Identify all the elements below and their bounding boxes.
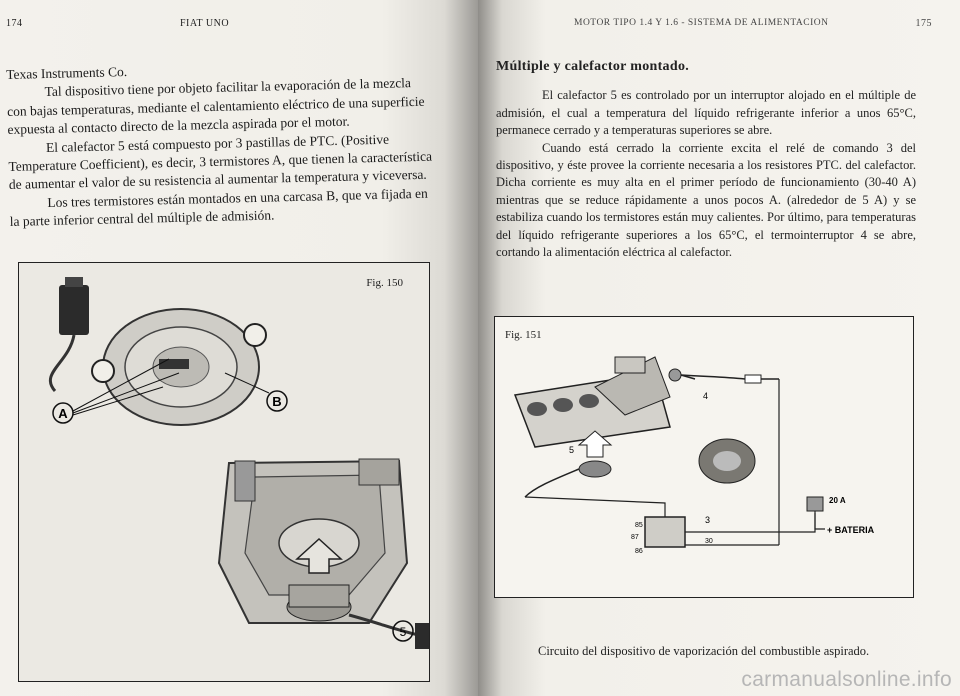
paragraph: Tal dispositivo tiene por objeto facilitar la evaporación de la mezcla con bajas temperaturas, mediante el calentamiento eléctrico de una superficie expuesta al contacto directo de la mezcla aspirada por el motor. <box>6 75 425 138</box>
diagram-label: 85 <box>635 522 643 529</box>
diagram-label: 3 <box>705 515 711 525</box>
paragraph: Cuando está cerrado la corriente excita el relé de comando 3 del dispositivo, y éste provee la corriente necesaria a los resistores PTC. del calefactor. Dicha corriente es muy alta en el primer período de funcionamiento (30-40 A) mientras que se reduce rápidamente a unos pocos A. (alrededor de 5 A) y se estabiliza cuando los termistores están muy calientes. Por último, para temperaturas del líquido refrigerante superiores a los 65°C, el termointerruptor 4 se abre, cortando la alimentación eléctrica al calefactor. <box>496 140 916 260</box>
heater-illustration <box>19 263 430 682</box>
figure-151 <box>494 316 914 598</box>
watermark: carmanualsonline.info <box>741 668 952 691</box>
figure-label: Fig. 151 <box>505 329 542 341</box>
left-page <box>0 0 478 696</box>
diagram-label: 5 <box>569 445 575 455</box>
running-head-right: MOTOR TIPO 1.4 Y 1.6 - SISTEMA DE ALIMENTACION <box>574 18 829 28</box>
paragraph: Texas Instruments Co. <box>6 64 128 82</box>
diagram-label: 20 A <box>829 496 846 505</box>
diagram-label: + BATERIA <box>827 525 875 535</box>
right-body-text <box>496 58 916 261</box>
paragraph: Los tres termistores están montados en una carcasa B, que va fijada en la parte inferior central del múltiple de admisión. <box>9 185 428 230</box>
figure-150 <box>18 262 430 682</box>
left-body-text <box>6 56 436 232</box>
callout-label: 5 <box>399 625 407 639</box>
callout-label: A <box>58 406 68 421</box>
diagram-label: 30 <box>705 538 713 545</box>
running-head-left: FIAT UNO <box>180 18 230 29</box>
paragraph: El calefactor 5 es controlado por un interruptor alojado en el múltiple de admisión, el cual a temperatura del líquido refrigerante inferior a unos 65°C, permanece cerrado y a temperaturas superiores se abre. <box>496 88 916 138</box>
figure-caption: Circuito del dispositivo de vaporización del combustible aspirado. <box>538 644 870 658</box>
figure-label: Fig. 150 <box>366 277 403 289</box>
callout-label: B <box>272 394 282 409</box>
circuit-diagram <box>495 317 914 598</box>
page-number-left: 174 <box>6 18 23 29</box>
page-number-right: 175 <box>915 18 932 29</box>
diagram-label: 4 <box>703 391 709 401</box>
diagram-label: 86 <box>635 548 643 555</box>
section-title: Múltiple y calefactor montado. <box>496 59 690 74</box>
diagram-label: 87 <box>631 534 639 541</box>
paragraph: El calefactor 5 está compuesto por 3 pastillas de PTC. (Positive Temperature Coefficient), es decir, 3 termistores A, que tienen la característica de aumentar el valor de su resistencia al aumentar la temperatura y viceversa. <box>8 131 433 193</box>
